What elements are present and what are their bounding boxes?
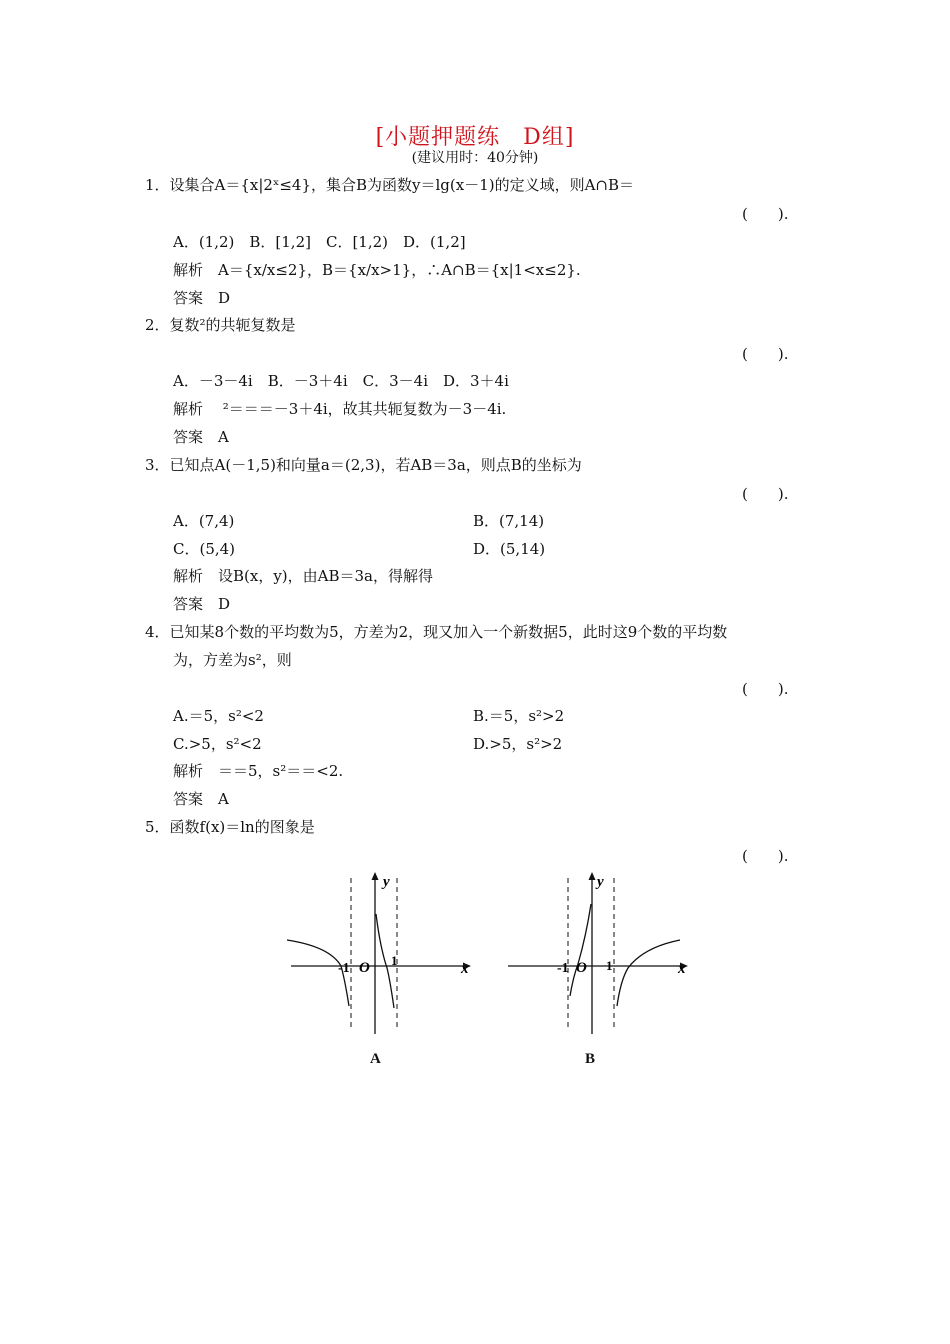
q1-analysis: 解析 A＝{x/x≤2}，B＝{x/x>1}，∴A∩B＝{x|1<x≤2}. <box>173 261 581 279</box>
q3-option-c: C．(5,4) <box>173 540 236 558</box>
q4-option-d: D.>5，s²>2 <box>473 735 563 753</box>
y-axis-arrow <box>589 872 596 880</box>
q3-option-b: B．(7,14) <box>473 512 545 530</box>
q1-answer-blank: ( ). <box>742 205 789 223</box>
graph-b <box>500 868 700 1043</box>
tick-one: 1 <box>606 958 613 973</box>
figure-b-label: B <box>585 1051 596 1067</box>
q4-answer-blank: ( ). <box>742 680 789 698</box>
exercise-title: [小题押题练 D组] <box>375 125 575 150</box>
q4-answer: 答案 A <box>173 790 229 808</box>
figure-a-label: A <box>370 1051 381 1067</box>
curve-middle-branch <box>570 904 591 996</box>
q4-stem-continued: 为，方差为s²，则 <box>173 651 292 669</box>
q1-stem: 1．设集合A＝{x|2ˣ≤4}，集合B为函数y＝lg(x－1)的定义域，则A∩B＝ <box>145 176 635 194</box>
q3-stem: 3．已知点A(－1,5)和向量a＝(2,3)，若AB＝3a，则点B的坐标为 <box>145 456 582 474</box>
q2-analysis: 解析 ²＝＝＝－3＋4i，故其共轭复数为－3－4i. <box>173 400 507 418</box>
q3-option-d: D．(5,14) <box>473 540 546 558</box>
y-axis-arrow <box>372 872 379 880</box>
y-axis-label: y <box>597 874 604 890</box>
q3-answer: 答案 D <box>173 595 231 613</box>
q3-option-a: A．(7,4) <box>173 512 235 530</box>
q1-answer: 答案 D <box>173 289 231 307</box>
tick-neg-one: -1 <box>557 961 569 976</box>
q2-answer-blank: ( ). <box>742 345 789 363</box>
figure-b <box>500 868 700 1043</box>
suggested-time: (建议用时：40分钟) <box>411 150 539 166</box>
y-axis-label: y <box>383 874 390 890</box>
q4-option-c: C.>5，s²<2 <box>173 735 262 753</box>
q2-answer: 答案 A <box>173 428 229 446</box>
q4-analysis: 解析 ＝＝5，s²＝＝<2. <box>173 762 344 780</box>
origin-label: O <box>359 960 370 976</box>
curve-right-branch <box>617 940 680 1006</box>
q2-stem: 2．复数²的共轭复数是 <box>145 316 296 334</box>
x-axis-label: x <box>678 961 686 977</box>
q3-analysis: 解析 设B(x，y)，由AB＝3a，得解得 <box>173 567 434 585</box>
origin-label: O <box>576 960 587 976</box>
q3-answer-blank: ( ). <box>742 485 789 503</box>
q4-option-a: A.＝5，s²<2 <box>173 707 264 725</box>
q4-stem: 4．已知某8个数的平均数为5，方差为2，现又加入一个新数据5，此时这9个数的平均数 <box>145 623 728 641</box>
q5-answer-blank: ( ). <box>742 847 789 865</box>
tick-neg-one: -1 <box>338 961 350 976</box>
q4-option-b: B.＝5，s²>2 <box>473 707 565 725</box>
figure-a <box>283 868 483 1043</box>
q1-options: A．(1,2) B．[1,2] C．[1,2) D．(1,2] <box>173 233 466 251</box>
tick-one: 1 <box>391 953 398 968</box>
graph-a <box>283 868 483 1043</box>
q2-options: A．－3－4i B．－3＋4i C．3－4i D．3＋4i <box>173 372 509 390</box>
q5-stem: 5．函数f(x)＝ln的图象是 <box>145 818 315 836</box>
x-axis-label: x <box>461 961 469 977</box>
